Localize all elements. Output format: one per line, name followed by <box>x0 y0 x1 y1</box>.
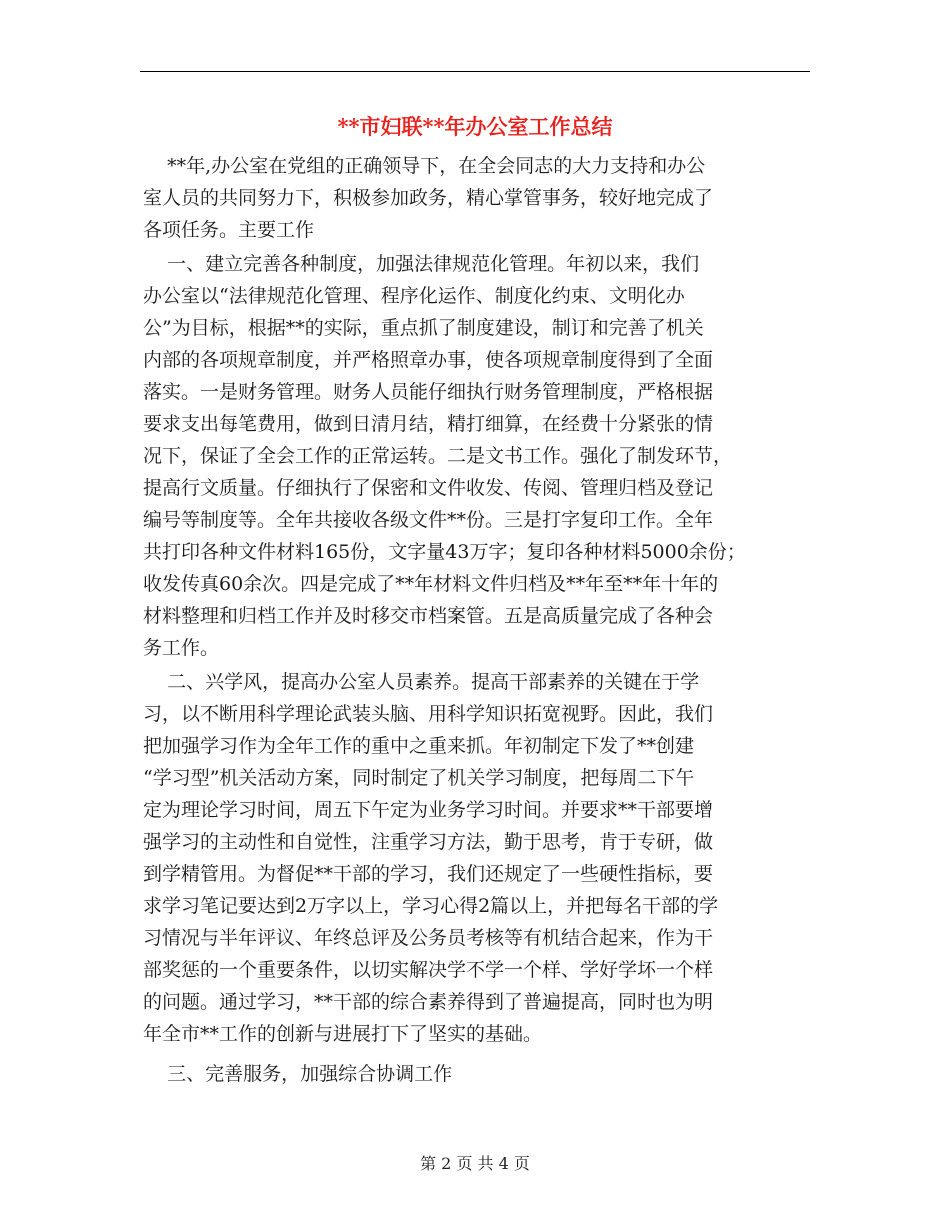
header-rule <box>140 71 810 72</box>
body-line: 提高行文质量。仔细执行了保密和文件收发、传阅、管理归档及登记 <box>143 477 714 499</box>
body-line: 求学习笔记要达到2万字以上，学习心得2篇以上，并把每名干部的学 <box>143 895 719 917</box>
body-line: 到学精管用。为督促**干部的学习，我们还规定了一些硬性指标，要 <box>143 863 714 885</box>
body-line: 编号等制度等。全年共接收各级文件**份。三是打字复印工作。全年 <box>143 509 714 531</box>
document-title: **市妇联**年办公室工作总结 <box>337 114 613 139</box>
body-line: 一、建立完善各种制度，加强法律规范化管理。年初以来，我们 <box>143 253 700 275</box>
body-line: 强学习的主动性和自觉性，注重学习方法，勤于思考，肯于专研，做 <box>143 831 714 853</box>
body-line: 三、完善服务，加强综合协调工作 <box>143 1063 453 1085</box>
body-line: “学习型”机关活动方案，同时制定了机关学习制度，把每周二下午 <box>143 767 695 789</box>
body-line: 共打印各种文件材料165份，文字量43万字；复印各种材料5000余份； <box>143 541 746 563</box>
body-line: 二、兴学风，提高办公室人员素养。提高干部素养的关键在于学 <box>143 671 700 693</box>
body-line: 习情况与半年评议、年终总评及公务员考核等有机结合起来，作为干 <box>143 927 714 949</box>
body-line: 材料整理和归档工作并及时移交市档案管。五是高质量完成了各种会 <box>143 605 714 627</box>
body-line: 室人员的共同努力下，积极参加政务，精心掌管事务，较好地完成了 <box>143 187 714 209</box>
body-line: 内部的各项规章制度，并严格照章办事，使各项规章制度得到了全面 <box>143 349 714 371</box>
body-line: **年,办公室在党组的正确领导下，在全会同志的大力支持和办公 <box>143 155 706 177</box>
body-line: 要求支出每笔费用，做到日清月结，精打细算，在经费十分紧张的情 <box>143 413 714 435</box>
body-line: 部奖惩的一个重要条件，以切实解决学不学一个样、学好学坏一个样 <box>143 959 714 981</box>
body-line: 况下，保证了全会工作的正常运转。二是文书工作。强化了制发环节， <box>143 445 733 467</box>
body-line: 务工作。 <box>143 637 220 659</box>
body-line: 收发传真60余次。四是完成了**年材料文件归档及**年至**年十年的 <box>143 573 719 595</box>
body-line: 办公室以“法律规范化管理、程序化运作、制度化约束、文明化办 <box>143 285 685 307</box>
body-line: 的问题。通过学习，**干部的综合素养得到了普遍提高，同时也为明 <box>143 991 714 1013</box>
body-line: 把加强学习作为全年工作的重中之重来抓。年初制定下发了**创建 <box>143 735 695 757</box>
body-line: 年全市**工作的创新与进展打下了坚实的基础。 <box>143 1023 543 1045</box>
body-line: 公”为目标，根据**的实际，重点抓了制度建设，制订和完善了机关 <box>143 317 704 339</box>
page-number: 第 2 页 共 4 页 <box>420 1154 530 1173</box>
body-line: 各项任务。主要工作 <box>143 219 315 241</box>
body-line: 落实。一是财务管理。财务人员能仔细执行财务管理制度，严格根据 <box>143 381 714 403</box>
body-line: 习，以不断用科学理论武装头脑、用科学知识拓宽视野。因此，我们 <box>143 703 714 725</box>
body-line: 定为理论学习时间，周五下午定为业务学习时间。并要求**干部要增 <box>143 799 714 821</box>
